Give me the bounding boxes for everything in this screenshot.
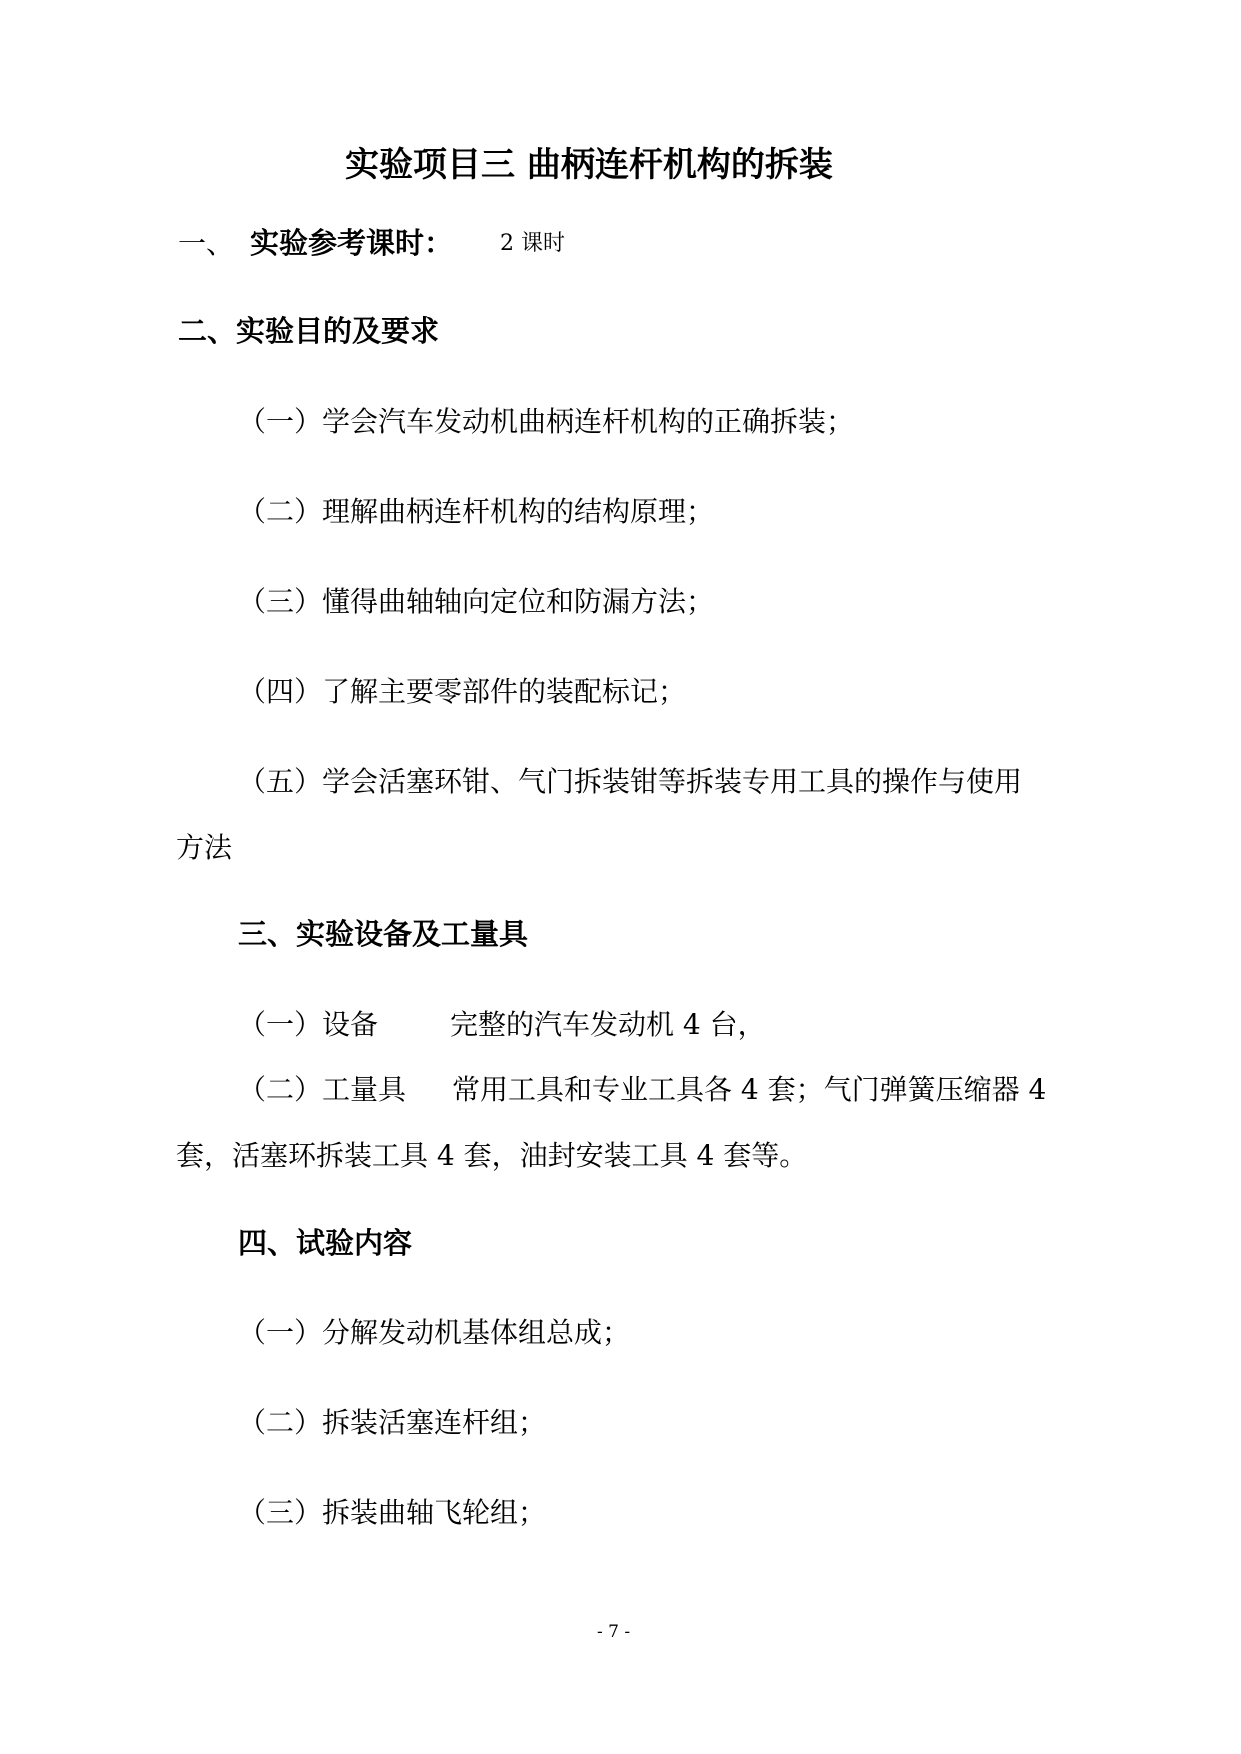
page-number: - 7 - — [597, 1622, 631, 1642]
section2-heading: 二、实验目的及要求 — [178, 314, 440, 348]
section2-item-1: （一）学会汽车发动机曲柄连杆机构的正确拆装； — [238, 405, 855, 438]
section4-item-1: （一）分解发动机基体组总成； — [238, 1316, 631, 1349]
section3-heading: 三、实验设备及工量具 — [238, 917, 529, 951]
section2-item-3: （三）懂得曲轴轴向定位和防漏方法； — [238, 585, 715, 618]
section1-value: 2 课时 — [500, 231, 565, 256]
page-title: 实验项目三 曲柄连杆机构的拆装 — [345, 145, 833, 185]
section1-number: 一、 — [178, 227, 235, 260]
section1-label: 实验参考课时： — [250, 226, 454, 260]
section2-item-5-continuation: 方法 — [176, 831, 233, 864]
section4-heading: 四、试验内容 — [238, 1226, 413, 1260]
section3-item-2-continuation: 套，活塞环拆装工具 4 套，油封安装工具 4 套等。 — [176, 1139, 808, 1172]
section2-item-2: （二）理解曲柄连杆机构的结构原理； — [238, 495, 715, 528]
section4-item-2: （二）拆装活塞连杆组； — [238, 1406, 547, 1439]
section2-item-5: （五）学会活塞环钳、气门拆装钳等拆装专用工具的操作与使用 — [238, 765, 1023, 798]
section4-item-3: （三）拆装曲轴飞轮组； — [238, 1496, 547, 1529]
section3-item-1-label: （一）设备 — [238, 1008, 379, 1041]
section3-item-1-text: 完整的汽车发动机 4 台， — [450, 1008, 766, 1041]
section2-item-4: （四）了解主要零部件的装配标记； — [238, 675, 687, 708]
section3-item-2-label: （二）工量具 — [238, 1073, 407, 1106]
section3-item-2-text: 常用工具和专业工具各 4 套；气门弹簧压缩器 4 — [452, 1073, 1047, 1106]
